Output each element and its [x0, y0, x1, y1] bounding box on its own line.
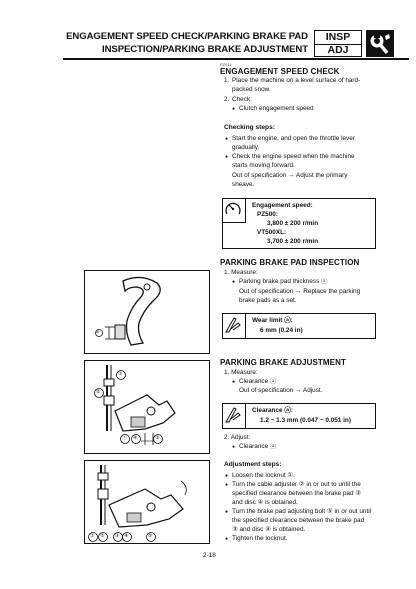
- step-1-line-2: packed snow.: [232, 86, 271, 93]
- fig2-callout-a: ⓐ: [122, 435, 128, 441]
- section-code: PZ011: [220, 62, 232, 67]
- checking-bullet-1-line-2: gradually.: [232, 144, 260, 151]
- clearance-bullet-2: ● Clearance ⓐ: [239, 442, 276, 452]
- clearance-value: 1.2 ~ 1.3 mm (0.047 ~ 0.051 in): [260, 417, 351, 424]
- clearance-bullet: ● Clearance ⓐ: [239, 377, 276, 387]
- out-of-spec-line-2: sheave.: [232, 181, 255, 188]
- wear-limit-label: Wear limit ⓐ:: [252, 317, 293, 324]
- adj-step-1: 1. Measure:: [224, 369, 258, 376]
- badge-insp: INSP: [315, 31, 361, 45]
- checking-bullet-2-line-1: ● Check the engine speed when the machine: [232, 152, 355, 162]
- step-1-line-1: Place the machine on a level surface of hard-: [232, 77, 361, 84]
- fig2-callout-2: ②: [96, 389, 101, 395]
- fig1-callout-a: a: [96, 329, 99, 335]
- caliper-gauge-icon: [223, 404, 243, 427]
- adjust-line-7: ③ and disc ④ is obtained.: [232, 526, 306, 533]
- brake-pad-illustration: [85, 271, 210, 354]
- adjust-line-4: and disc ④ is obtained.: [232, 499, 298, 506]
- pad-out-of-spec-line-2: brake pads as a set.: [239, 297, 297, 304]
- clearance-label: Clearance ⓐ:: [252, 407, 293, 414]
- brake-caliper-illustration: [85, 361, 210, 454]
- adj-step-2: 2. Adjust:: [224, 434, 251, 441]
- engagement-speed-label: Engagement speed:: [252, 202, 313, 209]
- vt500xl-label: VT500XL:: [257, 229, 287, 236]
- header-rule: [63, 58, 409, 60]
- pad-out-of-spec-line-1: Out of specification → Replace the parking: [239, 288, 361, 295]
- step-2-line-1: Check:: [232, 96, 252, 103]
- section-badge: [314, 30, 362, 57]
- page-title-line-1: ENGAGEMENT SPEED CHECK/PARKING BRAKE PAD: [66, 31, 308, 42]
- adjust-line-5: ● Turn the brake pad adjusting bolt ⑤ in or out until: [232, 507, 371, 517]
- fig2-callout-1: ①: [118, 371, 123, 377]
- badge-adj: ADJ: [327, 44, 349, 56]
- caliper-gauge-icon: [223, 314, 243, 337]
- adj-out-of-spec: Out of specification → Adjust.: [239, 387, 323, 394]
- brake-pad-figure: [84, 270, 210, 354]
- adjust-line-3: specified clearance between the brake pad ③: [232, 490, 362, 497]
- engagement-speed-spec-box: [222, 198, 376, 249]
- checking-steps-title: Checking steps:: [224, 124, 275, 131]
- adjust-line-8: ● Tighten the locknut.: [232, 534, 288, 544]
- pad-thickness-bullet: ● Parking brake pad thickness ⓐ: [239, 277, 327, 287]
- brake-adjustment-title: PARKING BRAKE ADJUSTMENT: [220, 358, 346, 367]
- fig3-callout-3: ③: [115, 533, 120, 539]
- fig2-callout-3: ③: [155, 435, 160, 441]
- adjust-line-2: ● Turn the cable adjuster ② in or out to until the: [232, 480, 361, 490]
- step-1-num: 1.: [224, 77, 230, 84]
- clearance-spec-box: [222, 403, 376, 429]
- out-of-spec-line-1: Out of specification → Adjust the primary: [232, 172, 348, 179]
- vt500xl-value: 3,700 ± 200 r/min: [267, 238, 319, 245]
- fig2-callout-4: ④: [133, 435, 138, 441]
- pad-inspection-title: PARKING BRAKE PAD INSPECTION: [220, 258, 360, 267]
- checking-bullet-2-line-2: starts moving forward.: [232, 162, 295, 169]
- fig3-callout-5: ⑤: [148, 533, 153, 539]
- wrench-screwdriver-icon: [366, 30, 394, 57]
- pz500-label: PZ500:: [257, 211, 278, 218]
- adjust-line-1: ● Loosen the locknut ①.: [232, 471, 295, 481]
- engagement-speed-title: ENGAGEMENT SPEED CHECK: [220, 67, 340, 76]
- adjustment-figure: [84, 460, 210, 544]
- fig3-callout-2: ②: [100, 533, 105, 539]
- page-title-line-2: INSPECTION/PARKING BRAKE ADJUSTMENT: [102, 44, 308, 55]
- step-2-num: 2.: [224, 96, 230, 103]
- checking-bullet-1-line-1: ● Start the engine, and open the throttle lever: [232, 134, 355, 144]
- clutch-speed-bullet: ● Clutch engagement speed: [239, 104, 314, 114]
- pz500-value: 3,800 ± 200 r/min: [267, 220, 319, 227]
- pad-step-1: 1. Measure:: [224, 269, 258, 276]
- page-number: 2-18: [203, 552, 216, 559]
- tachometer-icon: [223, 199, 243, 220]
- wear-limit-spec-box: [222, 313, 376, 339]
- adjustment-steps-title: Adjustment steps:: [224, 461, 282, 468]
- adjust-line-6: the specified clearance between the brake pad: [232, 517, 365, 524]
- fig3-callout-1: ①: [90, 533, 95, 539]
- clearance-figure: [84, 360, 210, 454]
- fig3-callout-4: ④: [124, 533, 129, 539]
- wear-limit-value: 6 mm (0.24 in): [260, 327, 303, 334]
